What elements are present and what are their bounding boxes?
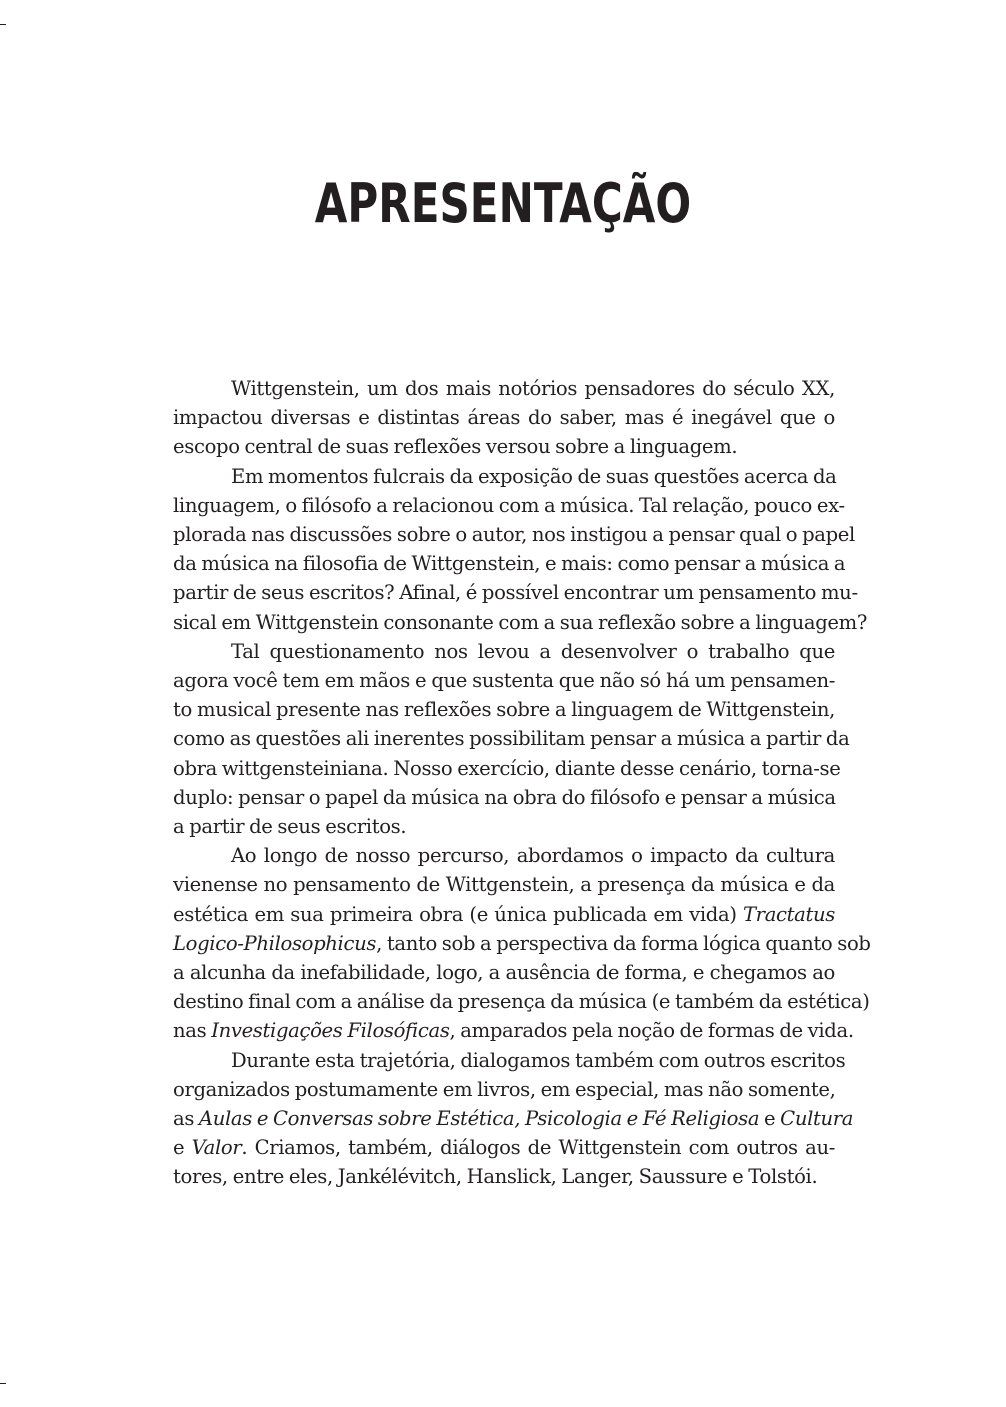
text-run: . Criamos, também, diálogos de Wittgenstein com outros au- [241, 1136, 835, 1160]
text-run: vienense no pensamento de Wittgenstein, a presença da música e da [173, 873, 835, 897]
text-run: linguagem, o filósofo a relacionou com a música. Tal relação, pouco ex- [173, 493, 845, 517]
crop-mark-top [0, 24, 6, 25]
text-run: escopo central de suas reflexões versou sobre a linguagem. [173, 435, 738, 459]
text-line [173, 929, 871, 958]
page-title: APRESENTAÇÃO [314, 172, 692, 235]
text-run: Em momentos fulcrais da exposição de suas questões acerca da [231, 464, 837, 488]
text-run: , tanto sob a perspectiva da forma lógica quanto sob [376, 931, 871, 955]
paragraph [173, 1046, 854, 1192]
text-run: Tal questionamento nos levou a desenvolver o trabalho que [231, 639, 835, 663]
text-line [173, 958, 835, 987]
text-line [173, 1104, 854, 1133]
text-line [173, 754, 841, 783]
italic-title: Tractatus [742, 902, 835, 926]
text-line [173, 1075, 835, 1104]
text-run: Wittgenstein, um dos mais notórios pensadores do século XX, [231, 377, 835, 400]
text-run: destino final com a análise da presença da música (e também da estética) [173, 990, 870, 1014]
text-run: tores, entre eles, Jankélévitch, Hanslick, Langer, Saussure e Tolstói. [173, 1165, 818, 1189]
text-line [173, 608, 868, 637]
text-line [173, 520, 855, 549]
paragraph [173, 374, 835, 462]
paragraph [173, 841, 871, 1045]
text-line [173, 900, 835, 929]
text-run: a alcunha da inefabilidade, logo, a ausência de forma, e chegamos ao [173, 961, 835, 985]
paragraph [173, 462, 868, 637]
body-text [173, 374, 871, 1192]
text-line [173, 432, 835, 461]
text-run: e [759, 1107, 781, 1131]
text-line [173, 403, 835, 432]
text-run: como as questões ali inerentes possibilitam pensar a música a partir da [173, 727, 850, 751]
text-line [173, 1162, 835, 1191]
text-line [173, 462, 835, 491]
text-line [173, 724, 850, 753]
text-line [173, 374, 835, 403]
italic-title: Aulas e Conversas sobre Estética, Psicologia e Fé Religiosa [198, 1107, 760, 1131]
text-line [173, 666, 835, 695]
text-run: as [173, 1107, 199, 1131]
text-line [173, 1016, 854, 1045]
text-line [173, 783, 835, 812]
text-run: agora você tem em mãos e que sustenta que não só há um pensamen- [173, 669, 835, 693]
text-run: a partir de seus escritos. [173, 815, 407, 839]
text-run: impactou diversas e distintas áreas do saber, mas é inegável que o [173, 406, 835, 430]
text-line [173, 549, 846, 578]
paragraph [173, 637, 850, 841]
italic-title: Logico-Philosophicus [173, 931, 377, 955]
text-run: estética em sua primeira obra (e única publicada em vida) [173, 902, 743, 926]
text-run: to musical presente nas reflexões sobre a linguagem de Wittgenstein, [173, 698, 835, 722]
text-line [173, 1133, 835, 1162]
text-run: e [173, 1136, 192, 1160]
text-line [173, 637, 835, 666]
text-run: plorada nas discussões sobre o autor, nos instigou a pensar qual o papel [173, 523, 855, 547]
text-run: da música na filosofia de Wittgenstein, e mais: como pensar a música a [173, 552, 846, 576]
italic-title: Investigações Filosóficas [211, 1019, 450, 1043]
text-line [173, 491, 845, 520]
crop-mark-bottom [0, 1383, 6, 1384]
text-run: organizados postumamente em livros, em especial, mas não somente, [173, 1077, 836, 1101]
italic-title: Valor [191, 1136, 242, 1160]
text-run: Durante esta trajetória, dialogamos também com outros escritos [231, 1048, 846, 1072]
italic-title: Cultura [780, 1107, 854, 1131]
text-run: , amparados pela noção de formas de vida. [449, 1019, 854, 1043]
text-line [173, 1046, 846, 1075]
text-run: partir de seus escritos? Afinal, é possível encontrar um pensamento mu- [173, 581, 858, 605]
text-line [173, 695, 835, 724]
text-line [173, 812, 835, 841]
text-line [173, 841, 835, 870]
text-run: Ao longo de nosso percurso, abordamos o impacto da cultura [231, 844, 835, 868]
text-run: obra wittgensteiniana. Nosso exercício, diante desse cenário, torna-se [173, 756, 841, 780]
text-run: sical em Wittgenstein consonante com a sua reflexão sobre a linguagem? [173, 610, 868, 634]
text-line [173, 578, 858, 607]
text-line [173, 987, 870, 1016]
text-run: duplo: pensar o papel da música na obra do filósofo e pensar a música [173, 785, 836, 809]
text-line [173, 870, 835, 899]
text-run: nas [173, 1019, 212, 1043]
